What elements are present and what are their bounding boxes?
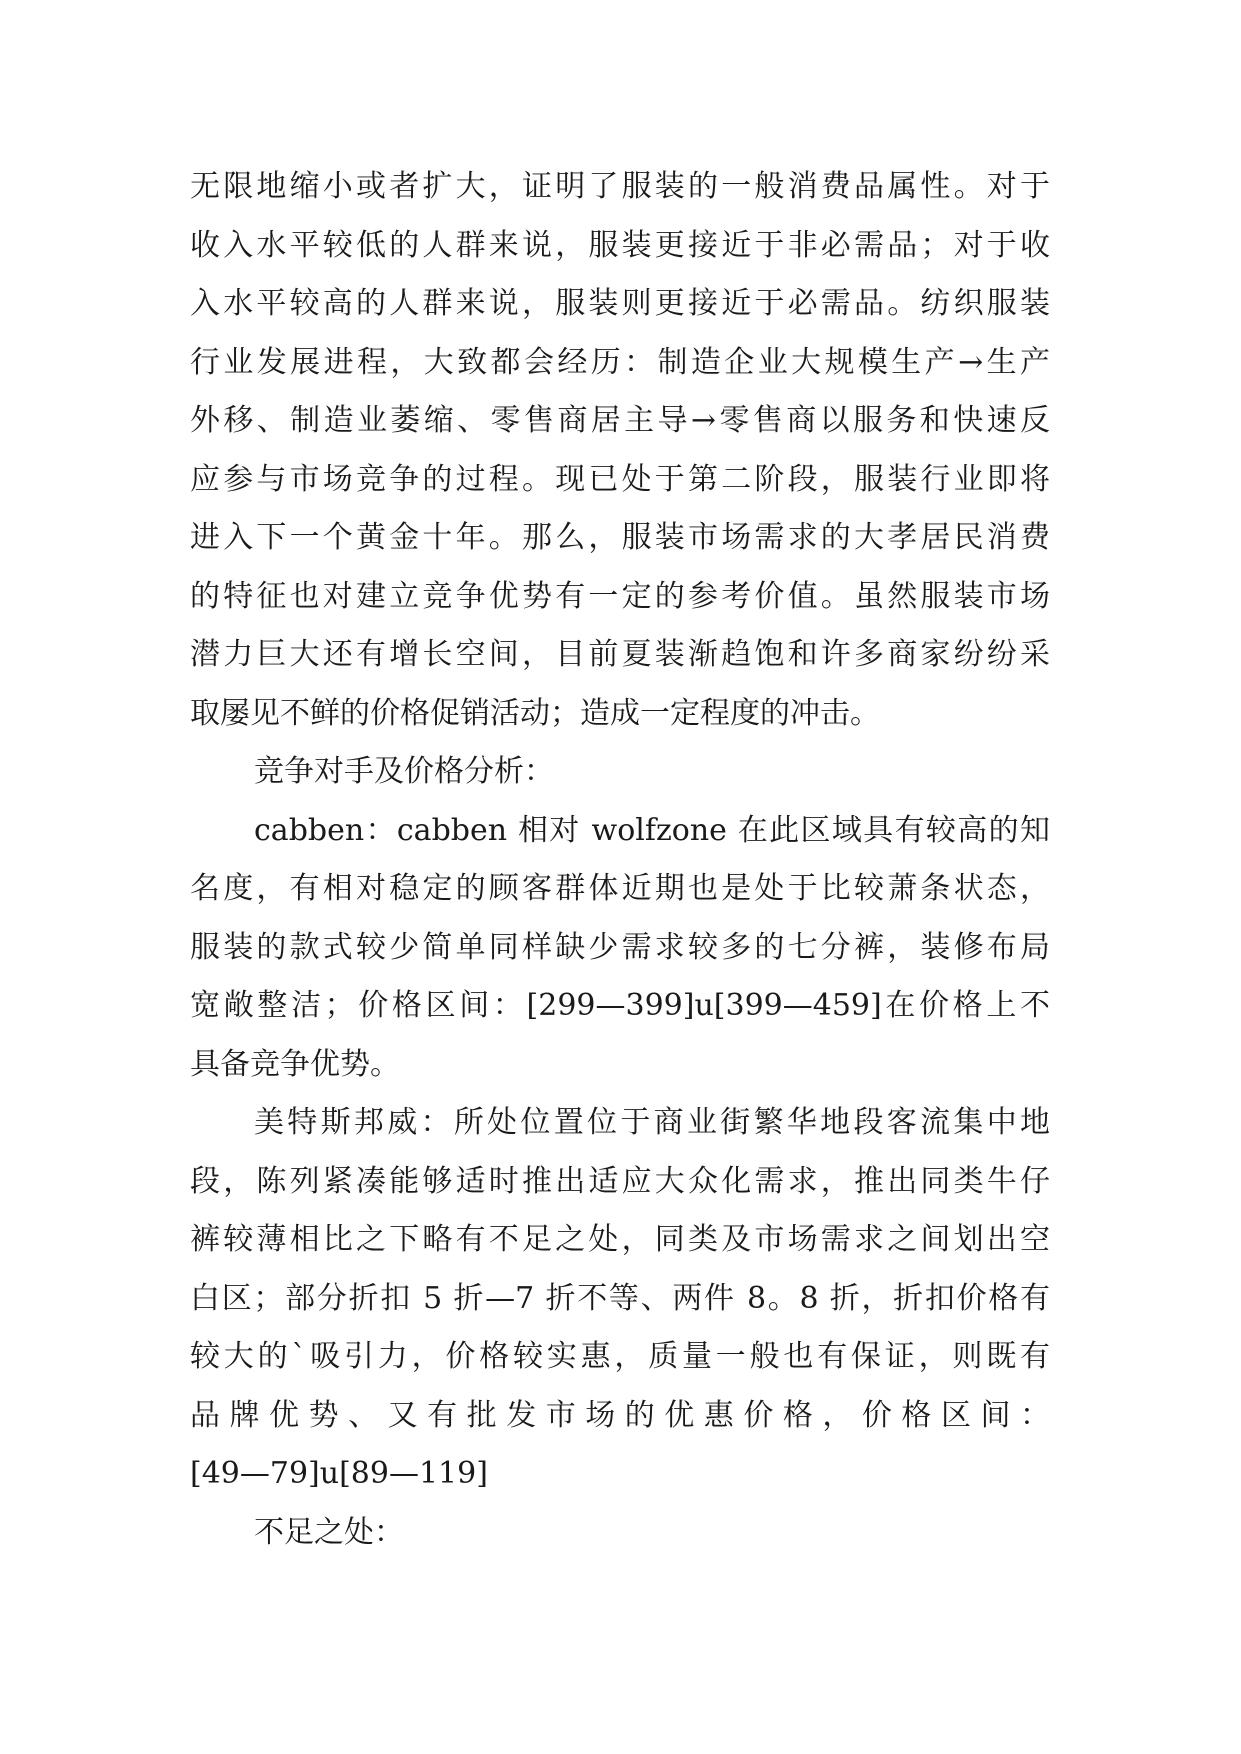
- text-line: 宽敞整洁；价格区间：[299—399]u[399—459]在价格上不: [190, 988, 1050, 1023]
- text-line: 名度，有相对稳定的顾客群体近期也是处于比较萧条状态，: [190, 871, 1050, 906]
- text-line: 美特斯邦威：所处位置位于商业街繁华地段客流集中地: [254, 1105, 1050, 1140]
- text-line: 无限地缩小或者扩大，证明了服装的一般消费品属性。对于: [190, 169, 1050, 204]
- section-heading: 不足之处：: [254, 1514, 404, 1550]
- text-line: 的特征也对建立竞争优势有一定的参考价值。虽然服装市场: [190, 578, 1050, 614]
- text-line: 入水平较高的人群来说，服装则更接近于必需品。纺织服装: [190, 286, 1050, 321]
- text-line: 服装的款式较少简单同样缺少需求较多的七分裤，装修布局: [190, 929, 1050, 965]
- document-body: [190, 158, 1050, 1562]
- text-line: [49—79]u[89—119]: [190, 1456, 488, 1491]
- text-line: 较大的`吸引力，价格较实惠，质量一般也有保证，则既有: [190, 1339, 1050, 1374]
- text-line: 取屡见不鲜的价格促销活动；造成一定程度的冲击。: [190, 695, 880, 731]
- text-line: 具备竞争优势。: [190, 1046, 400, 1082]
- text-line: 应参与市场竞争的过程。现已处于第二阶段，服装行业即将: [190, 461, 1050, 497]
- text-line: 段，陈列紧凑能够适时推出适应大众化需求，推出同类牛仔: [190, 1163, 1050, 1199]
- text-line: 进入下一个黄金十年。那么，服装市场需求的大孝居民消费: [190, 520, 1050, 555]
- text-line: 行业发展进程，大致都会经历：制造企业大规模生产→生产: [190, 344, 1050, 380]
- text-line: cabben：cabben 相对 wolfzone 在此区域具有较高的知: [254, 812, 1050, 848]
- text-line: 外移、制造业萎缩、零售商居主导→零售商以服务和快速反: [190, 403, 1050, 438]
- text-line: 收入水平较低的人群来说，服装更接近于非必需品；对于收: [190, 227, 1050, 263]
- section-heading: 竞争对手及价格分析：: [254, 754, 554, 789]
- text-line: 品牌优势、又有批发市场的优惠价格，价格区间：: [190, 1397, 1050, 1433]
- text-line: 潜力巨大还有增长空间，目前夏装渐趋饱和许多商家纷纷采: [190, 637, 1050, 672]
- text-line: 裤较薄相比之下略有不足之处，同类及市场需求之间划出空: [190, 1222, 1050, 1257]
- text-line: 白区；部分折扣 5 折—7 折不等、两件 8。8 折，折扣价格有: [190, 1280, 1050, 1316]
